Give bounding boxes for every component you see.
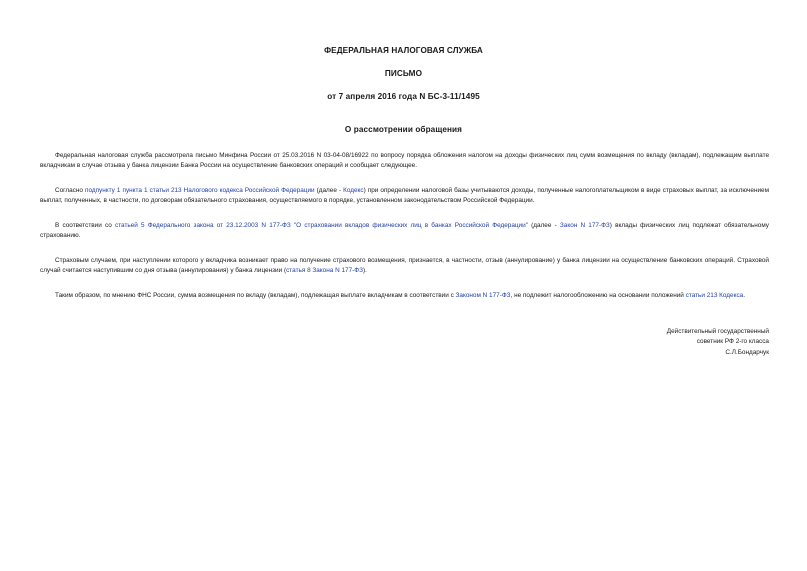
- paragraph-5-text-2: , не подлежит налогообложению на основании положений: [510, 292, 686, 299]
- paragraph-4-text-2: ).: [363, 267, 367, 275]
- link-law-177-fz[interactable]: Закон N 177-ФЗ: [559, 222, 610, 229]
- document-date-number: от 7 апреля 2016 года N БС-3-11/1495: [327, 92, 480, 101]
- link-federal-law-article-5[interactable]: статьей 5 Федерального закона от 23.12.2003 N 177-ФЗ "О страховании вкладов физических лиц в банках Российской Федерации": [115, 222, 528, 229]
- document-body: [40, 151, 769, 316]
- signature-rank-line-2: советник РФ 2-го класса: [696, 338, 769, 346]
- paragraph-5-text-1: Таким образом, по мнению ФНС России, сумма возмещения по вкладу (вкладам), подлежащая выплате вкладчикам в соответствии с: [55, 292, 456, 299]
- document-title: О рассмотрении обращения: [344, 125, 463, 134]
- signature-name: С.Л.Бондарчук: [725, 348, 769, 356]
- paragraph-1-text: Федеральная налоговая служба рассмотрела письмо Минфина России от 25.03.2016 N 03-04-08/16922 по вопросу порядка обложения налогом на доходы физических лиц сумм возмещения по вкладу (вкладам), подлежащим выплате вкладчикам в случае отзыва у банка лицензии Банка России на осуществление банковских операций и сообщает следующее.: [40, 152, 769, 170]
- signature-rank-line-1: Действительный государственный: [666, 328, 769, 335]
- link-law-177-fz-article-8[interactable]: статья 8 Закона N 177-ФЗ: [286, 267, 363, 275]
- link-tax-code-article-213-conclusion[interactable]: статьи 213 Кодекса: [685, 292, 744, 299]
- paragraph-5: [40, 291, 769, 301]
- signature-block: [667, 327, 769, 358]
- paragraph-3-text-1: В соответствии со: [55, 222, 115, 229]
- paragraph-2-text-1: Согласно: [55, 187, 85, 194]
- paragraph-4: [40, 256, 769, 276]
- link-tax-code-article-213[interactable]: подпункту 1 пункта 1 статьи 213 Налогового кодекса Российской Федерации: [84, 187, 315, 194]
- paragraph-2-text-2: (далее -: [314, 187, 344, 194]
- link-law-177-fz-conclusion[interactable]: Законом N 177-ФЗ: [455, 292, 511, 299]
- paragraph-2: [40, 186, 769, 206]
- document-type-heading: ПИСЬМО: [384, 69, 423, 78]
- paragraph-4-text-1: Страховым случаем, при наступлении которого у вкладчика возникает право на получение страхового возмещения, признается, в частности, отзыв (аннулирование) у банка лицензии на осуществление банковских операций. Страховой случай считается наступившим со дня отзыва (аннулирования) у банка лицензии (: [40, 257, 769, 275]
- link-tax-code[interactable]: Кодекс: [343, 187, 364, 194]
- paragraph-3: [40, 221, 769, 241]
- agency-heading: ФЕДЕРАЛЬНАЯ НАЛОГОВАЯ СЛУЖБА: [324, 46, 483, 55]
- paragraph-5-text-3: .: [743, 292, 745, 299]
- paragraph-2-text-3: ) при определении налоговой базы учитываются доходы, полученные налогоплательщиком в виде страховых выплат, за исключением выплат, полученных, в частности, по договорам обязательного страхования, осуществляемого в порядке, установленном законодательством Российской Федерации.: [40, 187, 769, 205]
- paragraph-3-text-2: (далее -: [527, 222, 560, 229]
- paragraph-1: [40, 151, 769, 171]
- paragraph-3-text-3: ) вклады физических лиц подлежат обязательному страхованию.: [40, 222, 769, 240]
